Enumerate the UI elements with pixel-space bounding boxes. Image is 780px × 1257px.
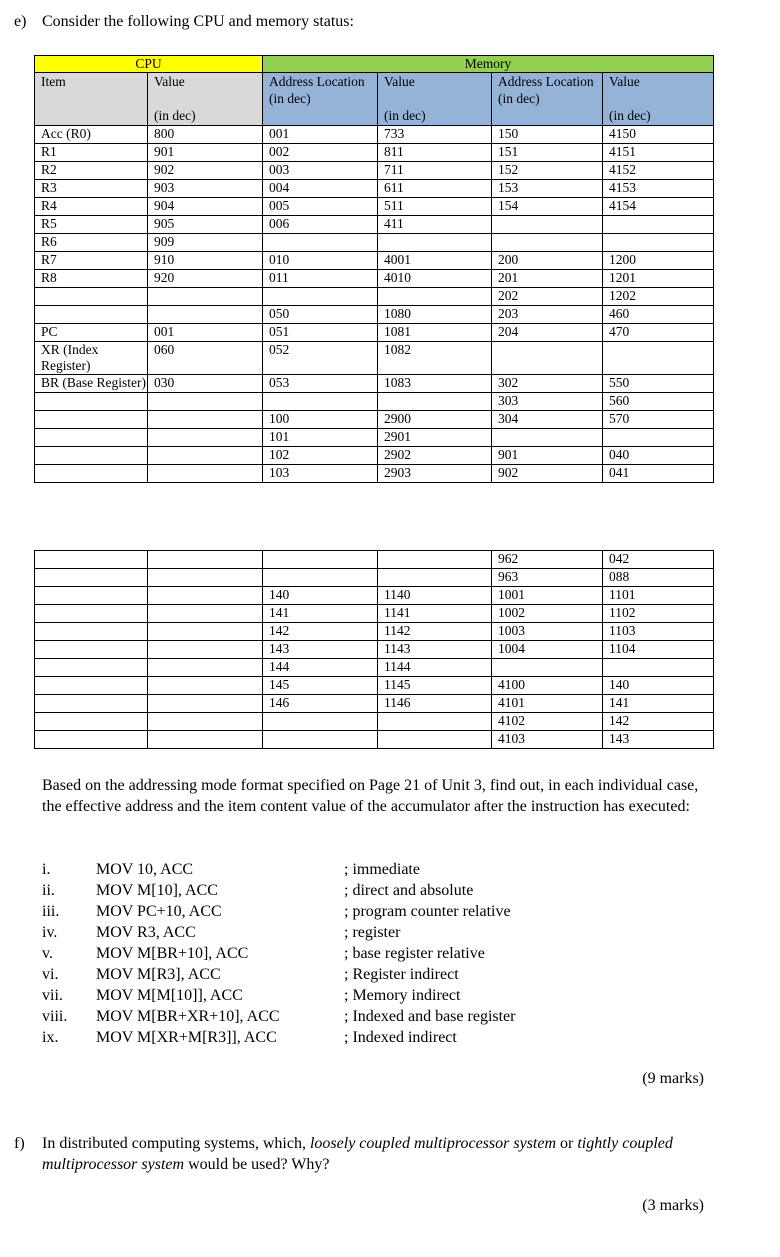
table-row bbox=[35, 731, 714, 749]
instruction-comment: ; Memory indirect bbox=[344, 987, 461, 1004]
table-cell: 042 bbox=[603, 551, 714, 569]
table-cell: 1003 bbox=[492, 623, 603, 641]
table-row bbox=[35, 411, 714, 429]
question-e-label: e) bbox=[14, 13, 27, 30]
instruction-cmd: MOV M[M[10]], ACC bbox=[96, 987, 243, 1004]
table-cell: 051 bbox=[263, 324, 378, 342]
instruction-item bbox=[42, 985, 515, 1006]
instruction-num: iii. bbox=[42, 903, 60, 920]
table-cell bbox=[35, 641, 148, 659]
table-cell: 201 bbox=[492, 270, 603, 288]
table-cell: Acc (R0) bbox=[35, 126, 148, 144]
table-cell bbox=[263, 569, 378, 587]
table-cell: 800 bbox=[148, 126, 263, 144]
table-cell: 570 bbox=[603, 411, 714, 429]
instruction-item bbox=[42, 922, 515, 943]
table-cell: 010 bbox=[263, 252, 378, 270]
memory-header: Memory bbox=[263, 56, 714, 73]
instruction-num: i. bbox=[42, 861, 51, 878]
table-cell: 4150 bbox=[603, 126, 714, 144]
memory-value-header-2: Value (in dec) bbox=[603, 73, 714, 126]
instruction-num: vi. bbox=[42, 966, 59, 983]
table-cell bbox=[492, 234, 603, 252]
table-cell: 1141 bbox=[378, 605, 492, 623]
table-cell: 060 bbox=[148, 342, 263, 375]
table-cell bbox=[603, 216, 714, 234]
table-row bbox=[35, 465, 714, 483]
table-cell: 901 bbox=[148, 144, 263, 162]
instruction-cmd: MOV M[BR+XR+10], ACC bbox=[96, 1008, 280, 1025]
table-row bbox=[35, 587, 714, 605]
table-cell bbox=[35, 623, 148, 641]
table-cell: 1081 bbox=[378, 324, 492, 342]
table-cell bbox=[35, 411, 148, 429]
table-cell: 143 bbox=[263, 641, 378, 659]
table-row bbox=[35, 447, 714, 465]
question-f-text: In distributed computing systems, which, loosely coupled multiprocessor system or tightly coupled multiprocessor system would be used? Why? bbox=[42, 1135, 673, 1173]
table-cell: 151 bbox=[492, 144, 603, 162]
table-cell bbox=[378, 731, 492, 749]
table-cell: 142 bbox=[263, 623, 378, 641]
table-row bbox=[35, 695, 714, 713]
table-cell: 203 bbox=[492, 306, 603, 324]
table-row bbox=[35, 429, 714, 447]
table-row bbox=[35, 713, 714, 731]
table-cell: 920 bbox=[148, 270, 263, 288]
instruction-num: viii. bbox=[42, 1008, 68, 1025]
table-cell: 1142 bbox=[378, 623, 492, 641]
table-cell bbox=[492, 216, 603, 234]
table-cell: 202 bbox=[492, 288, 603, 306]
table-cell bbox=[378, 713, 492, 731]
table-cell: 611 bbox=[378, 180, 492, 198]
instruction-num: ix. bbox=[42, 1029, 59, 1046]
table-cell: 001 bbox=[263, 126, 378, 144]
table-cell: 200 bbox=[492, 252, 603, 270]
table-cell bbox=[378, 288, 492, 306]
instruction-item bbox=[42, 943, 515, 964]
table-cell: 053 bbox=[263, 375, 378, 393]
table-cell bbox=[35, 713, 148, 731]
table-cell: 902 bbox=[148, 162, 263, 180]
table-cell: 004 bbox=[263, 180, 378, 198]
table-cell bbox=[603, 342, 714, 375]
instruction-item bbox=[42, 901, 515, 922]
table-cell bbox=[263, 288, 378, 306]
table-cell: 088 bbox=[603, 569, 714, 587]
instruction-item bbox=[42, 964, 515, 985]
table-row bbox=[35, 677, 714, 695]
instruction-comment: ; register bbox=[344, 924, 401, 941]
memory-value-header-1: Value (in dec) bbox=[378, 73, 492, 126]
table-cell: 052 bbox=[263, 342, 378, 375]
table-cell: 4100 bbox=[492, 677, 603, 695]
table-cell bbox=[35, 306, 148, 324]
question-e-intro: Consider the following CPU and memory status: bbox=[42, 13, 354, 30]
table-cell: 711 bbox=[378, 162, 492, 180]
table-row bbox=[35, 144, 714, 162]
table-cell: 101 bbox=[263, 429, 378, 447]
table-cell: BR (Base Register) bbox=[35, 375, 148, 393]
table-cell bbox=[148, 605, 263, 623]
question-e-heading bbox=[14, 13, 354, 31]
table-cell: 1082 bbox=[378, 342, 492, 375]
table-row bbox=[35, 126, 714, 144]
table-cell: 962 bbox=[492, 551, 603, 569]
table-cell: 005 bbox=[263, 198, 378, 216]
table-cell: 1140 bbox=[378, 587, 492, 605]
instruction-list bbox=[42, 859, 515, 1048]
table-row bbox=[35, 216, 714, 234]
table-row bbox=[35, 342, 714, 375]
table-cell: 1201 bbox=[603, 270, 714, 288]
instruction-cmd: MOV M[R3], ACC bbox=[96, 966, 221, 983]
table-cell bbox=[148, 659, 263, 677]
table-cell: 903 bbox=[148, 180, 263, 198]
table-cell bbox=[378, 393, 492, 411]
table-cell: 1202 bbox=[603, 288, 714, 306]
table-cell bbox=[148, 569, 263, 587]
table-row bbox=[35, 393, 714, 411]
table-row bbox=[35, 288, 714, 306]
table-row bbox=[35, 306, 714, 324]
cpu-memory-table bbox=[34, 55, 714, 483]
table-cell bbox=[603, 234, 714, 252]
table-cell: 4102 bbox=[492, 713, 603, 731]
table-cell: 140 bbox=[263, 587, 378, 605]
table-cell: 003 bbox=[263, 162, 378, 180]
table-cell: 1080 bbox=[378, 306, 492, 324]
table-cell bbox=[148, 695, 263, 713]
table-cell: 041 bbox=[603, 465, 714, 483]
table-cell: 963 bbox=[492, 569, 603, 587]
table-cell bbox=[148, 623, 263, 641]
table-cell: 2902 bbox=[378, 447, 492, 465]
table-cell bbox=[148, 551, 263, 569]
table-row bbox=[35, 198, 714, 216]
table-cell: 002 bbox=[263, 144, 378, 162]
table-cell: 910 bbox=[148, 252, 263, 270]
table-cell: 141 bbox=[263, 605, 378, 623]
instruction-comment: ; Register indirect bbox=[344, 966, 459, 983]
table-cell: 1143 bbox=[378, 641, 492, 659]
table-cell bbox=[148, 731, 263, 749]
table-cell: PC bbox=[35, 324, 148, 342]
table-cell: R8 bbox=[35, 270, 148, 288]
table-cell bbox=[35, 569, 148, 587]
table-cell: 1146 bbox=[378, 695, 492, 713]
table-row bbox=[35, 252, 714, 270]
table-cell: R7 bbox=[35, 252, 148, 270]
table-cell: 142 bbox=[603, 713, 714, 731]
table-cell bbox=[35, 393, 148, 411]
table-cell: 152 bbox=[492, 162, 603, 180]
table-row bbox=[35, 180, 714, 198]
table-cell bbox=[35, 605, 148, 623]
table-cell bbox=[35, 551, 148, 569]
table-cell: 1144 bbox=[378, 659, 492, 677]
instruction-comment: ; direct and absolute bbox=[344, 882, 474, 899]
table-cell: 1001 bbox=[492, 587, 603, 605]
address-header-1: Address Location (in dec) bbox=[263, 73, 378, 126]
table-cell: 103 bbox=[263, 465, 378, 483]
instruction-comment: ; Indexed and base register bbox=[344, 1008, 516, 1025]
instruction-cmd: MOV PC+10, ACC bbox=[96, 903, 222, 920]
table-cell bbox=[35, 288, 148, 306]
table-cell: 146 bbox=[263, 695, 378, 713]
table-cell bbox=[148, 429, 263, 447]
table-cell: 302 bbox=[492, 375, 603, 393]
table-cell: 011 bbox=[263, 270, 378, 288]
table-cell: 100 bbox=[263, 411, 378, 429]
table-cell: 4151 bbox=[603, 144, 714, 162]
table-cell: 1104 bbox=[603, 641, 714, 659]
instruction-item bbox=[42, 1027, 515, 1048]
table-row bbox=[35, 569, 714, 587]
instruction-num: ii. bbox=[42, 882, 55, 899]
instruction-comment: ; immediate bbox=[344, 861, 420, 878]
table-cell: 102 bbox=[263, 447, 378, 465]
table-cell bbox=[35, 587, 148, 605]
table-cell bbox=[378, 234, 492, 252]
table-cell: 145 bbox=[263, 677, 378, 695]
table-cell: 2900 bbox=[378, 411, 492, 429]
table-cell: 4154 bbox=[603, 198, 714, 216]
table-cell bbox=[35, 465, 148, 483]
table-row bbox=[35, 551, 714, 569]
instruction-cmd: MOV 10, ACC bbox=[96, 861, 194, 878]
table-cell: 4010 bbox=[378, 270, 492, 288]
table-cell: 153 bbox=[492, 180, 603, 198]
address-header-2: Address Location (in dec) bbox=[492, 73, 603, 126]
table-cell bbox=[603, 429, 714, 447]
instruction-cmd: MOV R3, ACC bbox=[96, 924, 196, 941]
table-cell: 733 bbox=[378, 126, 492, 144]
table-cell: 1102 bbox=[603, 605, 714, 623]
table-cell: 470 bbox=[603, 324, 714, 342]
table-cell bbox=[148, 411, 263, 429]
table-row bbox=[35, 162, 714, 180]
table-cell: 1200 bbox=[603, 252, 714, 270]
table-cell: 150 bbox=[492, 126, 603, 144]
table-cell bbox=[148, 288, 263, 306]
table-cell bbox=[263, 713, 378, 731]
table-cell: 1004 bbox=[492, 641, 603, 659]
table-cell: 1145 bbox=[378, 677, 492, 695]
cpu-value-header: Value (in dec) bbox=[148, 73, 263, 126]
table-cell bbox=[492, 429, 603, 447]
table-cell bbox=[263, 731, 378, 749]
table-cell bbox=[35, 731, 148, 749]
table-cell bbox=[263, 234, 378, 252]
table-row bbox=[35, 270, 714, 288]
table-cell: 909 bbox=[148, 234, 263, 252]
table-cell: 4152 bbox=[603, 162, 714, 180]
table-cell: R4 bbox=[35, 198, 148, 216]
table-cell bbox=[378, 569, 492, 587]
table-cell bbox=[35, 695, 148, 713]
instruction-num: v. bbox=[42, 945, 53, 962]
table-cell: 1002 bbox=[492, 605, 603, 623]
table-cell bbox=[35, 677, 148, 695]
table-cell: 904 bbox=[148, 198, 263, 216]
memory-table-continued bbox=[34, 550, 714, 749]
instruction-cmd: MOV M[BR+10], ACC bbox=[96, 945, 249, 962]
table-cell: 141 bbox=[603, 695, 714, 713]
table-row bbox=[35, 605, 714, 623]
table-cell: 1101 bbox=[603, 587, 714, 605]
instruction-cmd: MOV M[XR+M[R3]], ACC bbox=[96, 1029, 277, 1046]
table-cell: 411 bbox=[378, 216, 492, 234]
table-row bbox=[35, 641, 714, 659]
table-cell: R5 bbox=[35, 216, 148, 234]
table-cell: 2903 bbox=[378, 465, 492, 483]
item-header: Item bbox=[35, 73, 148, 126]
table-cell: 144 bbox=[263, 659, 378, 677]
instruction-item bbox=[42, 1006, 515, 1027]
table-cell: 303 bbox=[492, 393, 603, 411]
table-cell: R2 bbox=[35, 162, 148, 180]
table-cell bbox=[492, 342, 603, 375]
table-cell: R1 bbox=[35, 144, 148, 162]
marks-e: (9 marks) bbox=[642, 1070, 704, 1087]
table-cell: R3 bbox=[35, 180, 148, 198]
table-cell bbox=[378, 551, 492, 569]
question-f-label: f) bbox=[14, 1135, 25, 1152]
table-cell bbox=[35, 447, 148, 465]
table-cell: 460 bbox=[603, 306, 714, 324]
table-cell: 560 bbox=[603, 393, 714, 411]
table-cell: 143 bbox=[603, 731, 714, 749]
table-cell: 902 bbox=[492, 465, 603, 483]
table-cell: 511 bbox=[378, 198, 492, 216]
table-cell: 006 bbox=[263, 216, 378, 234]
instruction-num: iv. bbox=[42, 924, 58, 941]
table-cell: 154 bbox=[492, 198, 603, 216]
instruction-comment: ; Indexed indirect bbox=[344, 1029, 457, 1046]
table-cell bbox=[148, 393, 263, 411]
cpu-header: CPU bbox=[35, 56, 263, 73]
table-cell: 1083 bbox=[378, 375, 492, 393]
table-cell: R6 bbox=[35, 234, 148, 252]
table-cell: 140 bbox=[603, 677, 714, 695]
table-row bbox=[35, 375, 714, 393]
instruction-item bbox=[42, 880, 515, 901]
table-cell: 204 bbox=[492, 324, 603, 342]
marks-f: (3 marks) bbox=[642, 1197, 704, 1214]
table-cell bbox=[148, 306, 263, 324]
table-cell: 4153 bbox=[603, 180, 714, 198]
table-cell: 550 bbox=[603, 375, 714, 393]
table-cell bbox=[148, 587, 263, 605]
instruction-comment: ; base register relative bbox=[344, 945, 485, 962]
table-cell: XR (Index Register) bbox=[35, 342, 148, 375]
table-row bbox=[35, 324, 714, 342]
instruction-num: vii. bbox=[42, 987, 63, 1004]
table-cell bbox=[603, 659, 714, 677]
table-cell: 4001 bbox=[378, 252, 492, 270]
table-cell: 050 bbox=[263, 306, 378, 324]
table-cell: 4101 bbox=[492, 695, 603, 713]
instruction-item bbox=[42, 859, 515, 880]
table-cell: 030 bbox=[148, 375, 263, 393]
instructions-paragraph: Based on the addressing mode format specified on Page 21 of Unit 3, find out, in each individual case, the effective address and the item content value of the accumulator after the instruction has executed: bbox=[42, 777, 699, 815]
table-row bbox=[35, 234, 714, 252]
table-cell: 001 bbox=[148, 324, 263, 342]
table-cell: 1103 bbox=[603, 623, 714, 641]
table-cell bbox=[148, 677, 263, 695]
table-cell bbox=[148, 713, 263, 731]
table-cell: 901 bbox=[492, 447, 603, 465]
instruction-cmd: MOV M[10], ACC bbox=[96, 882, 218, 899]
instruction-comment: ; program counter relative bbox=[344, 903, 511, 920]
table-cell bbox=[263, 551, 378, 569]
table-cell bbox=[263, 393, 378, 411]
table-cell bbox=[148, 465, 263, 483]
table-cell bbox=[492, 659, 603, 677]
table-cell bbox=[148, 641, 263, 659]
table-cell: 2901 bbox=[378, 429, 492, 447]
question-f bbox=[14, 1133, 714, 1175]
table-cell bbox=[148, 447, 263, 465]
table-cell: 304 bbox=[492, 411, 603, 429]
table-cell: 811 bbox=[378, 144, 492, 162]
table-row bbox=[35, 623, 714, 641]
table-row bbox=[35, 659, 714, 677]
table-cell: 905 bbox=[148, 216, 263, 234]
table-cell bbox=[35, 659, 148, 677]
table-cell: 4103 bbox=[492, 731, 603, 749]
table-cell bbox=[35, 429, 148, 447]
table-cell: 040 bbox=[603, 447, 714, 465]
